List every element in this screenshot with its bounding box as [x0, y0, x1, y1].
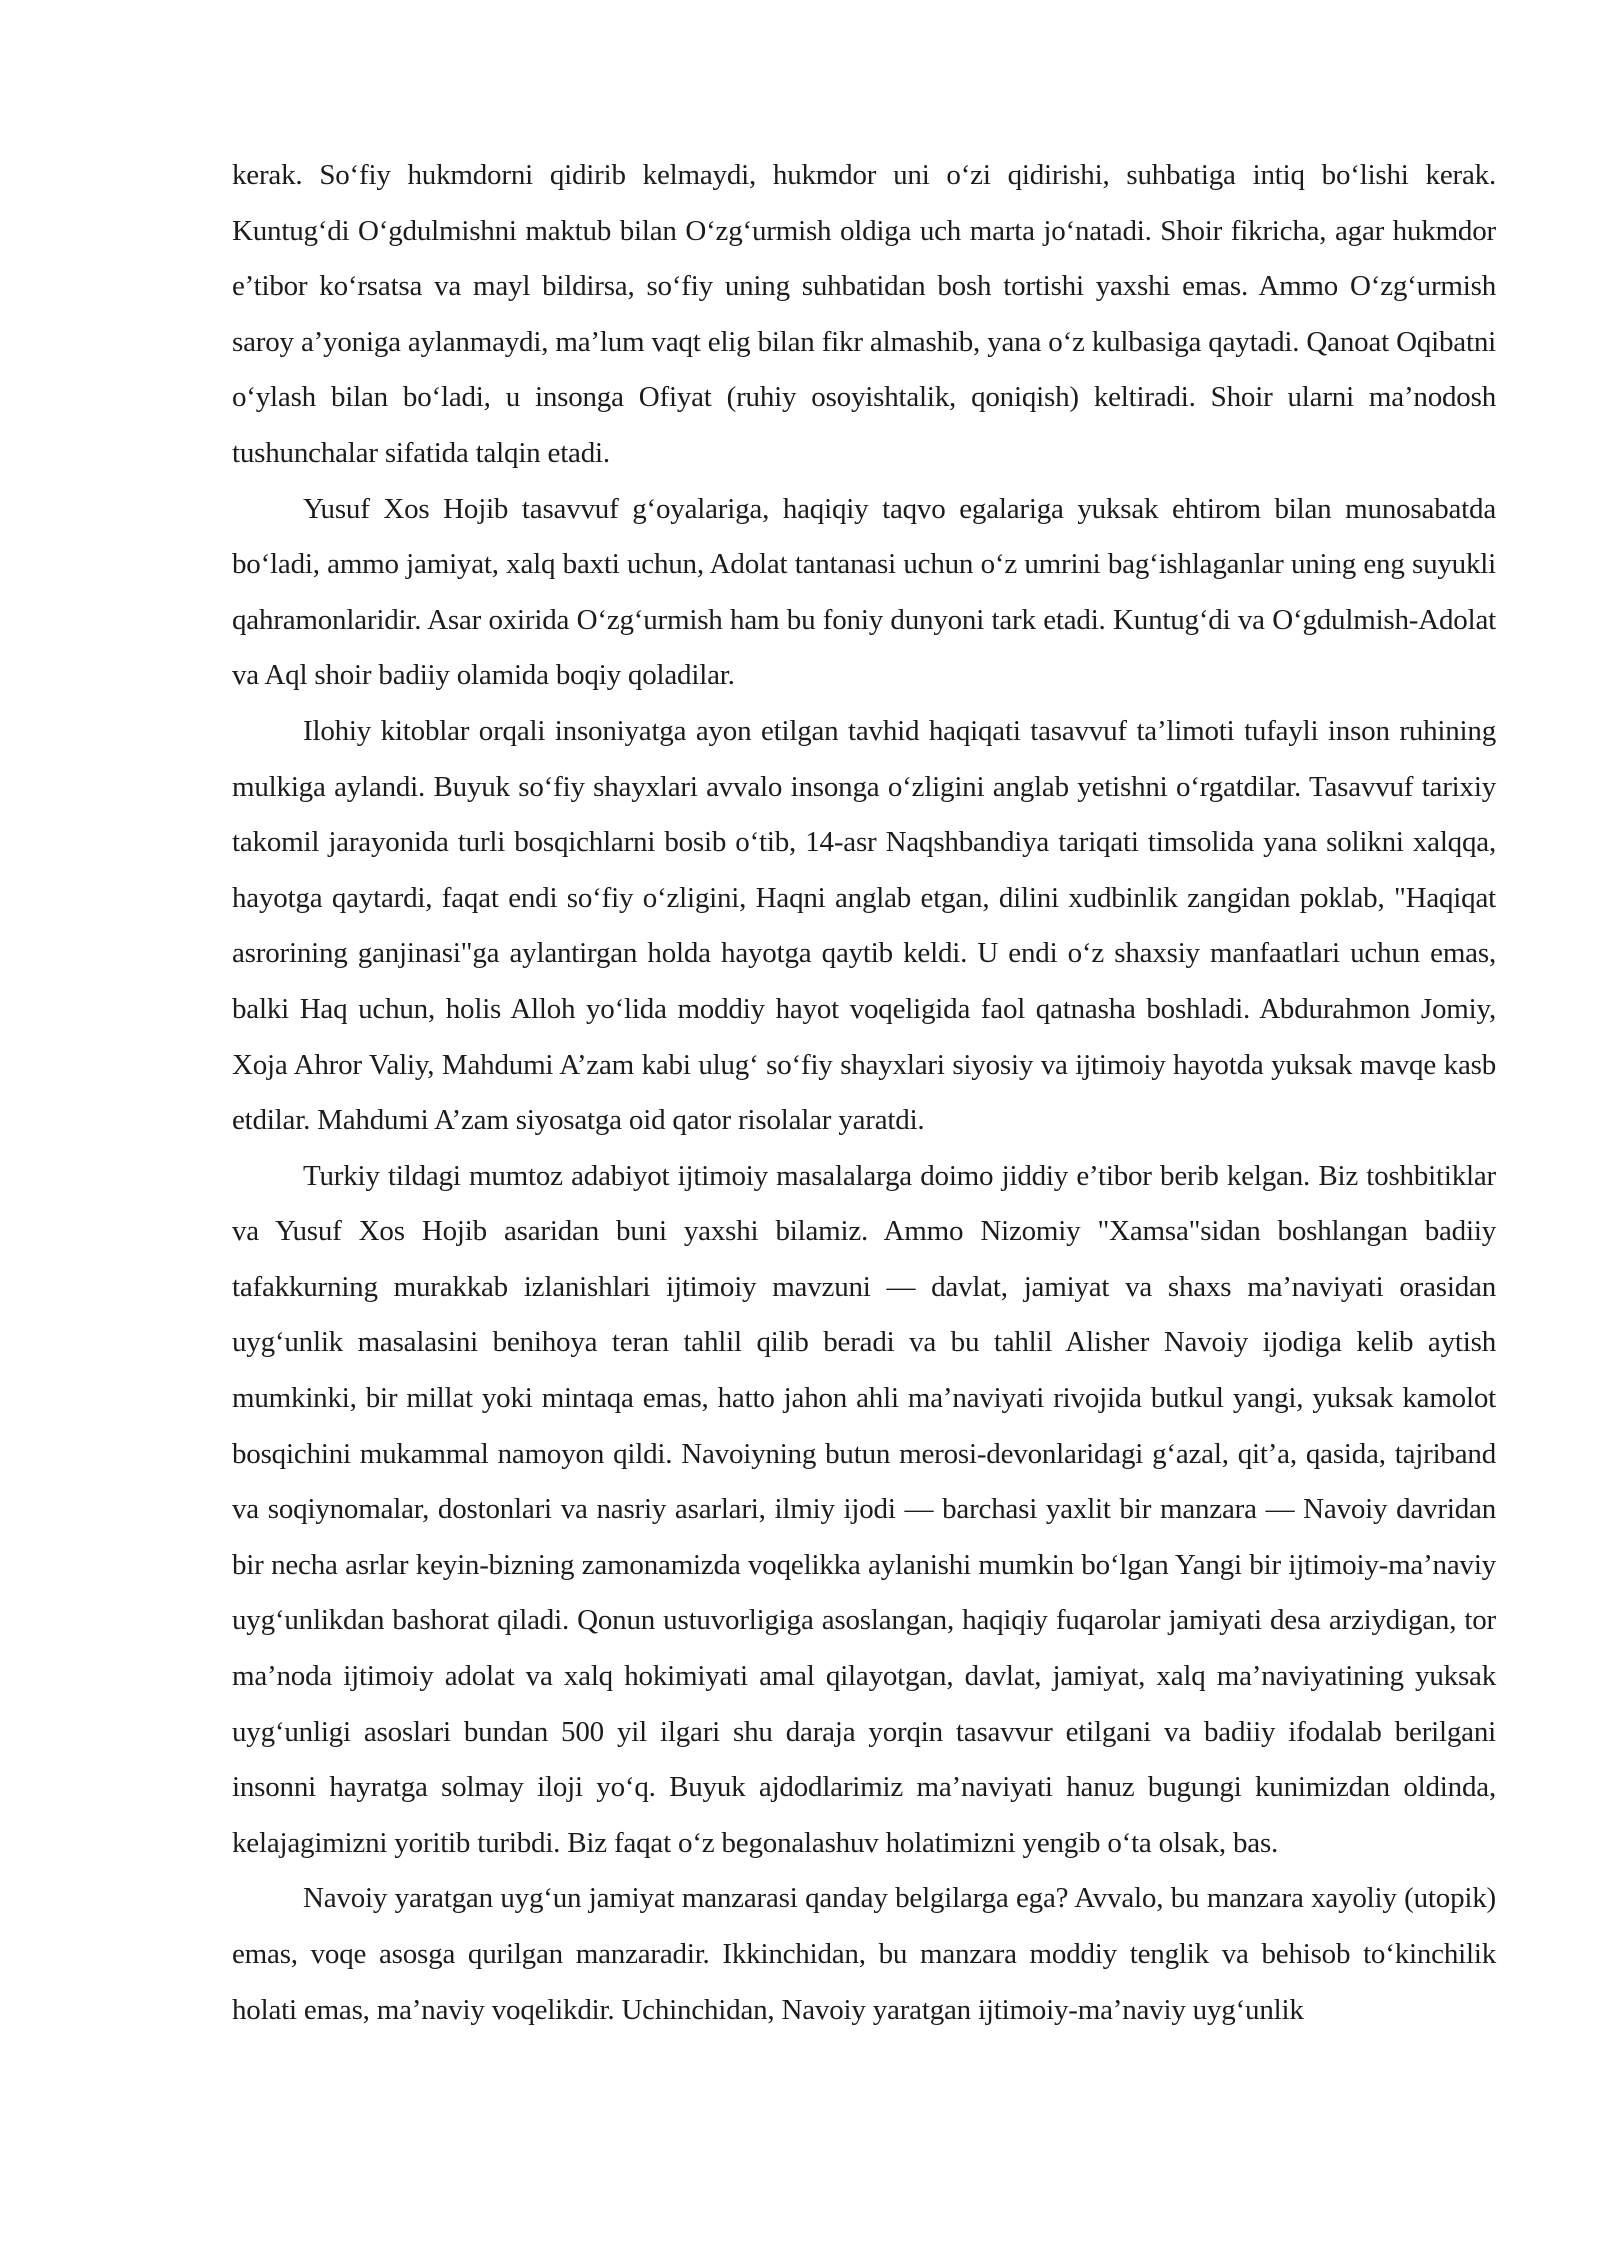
- paragraph-2: Yusuf Xos Hojib tasavvuf g‘oyalariga, haqiqiy taqvo egalariga yuksak ehtirom bilan munosabatda bo‘ladi, ammo jamiyat, xalq baxti uchun, Adolat tantanasi uchun o‘z umrini bag‘ishlaganlar uning eng suyukli qahramonlaridir. Asar oxirida O‘zg‘urmish ham bu foniy dunyoni tark etadi. Kuntug‘di va O‘gdulmish-Adolat va Aql shoir badiiy olamida boqiy qoladilar.: [232, 492, 1496, 692]
- document-page: [232, 148, 1496, 2038]
- paragraph-4: Turkiy tildagi mumtoz adabiyot ijtimoiy masalalarga doimo jiddiy e’tibor berib kelgan. Biz toshbitiklar va Yusuf Xos Hojib asaridan buni yaxshi bilamiz. Ammo Nizomiy "Xamsa"sidan boshlangan badiiy tafakkurning murakkab izlanishlari ijtimoiy mavzuni — davlat, jamiyat va shaxs ma’naviyati orasidan uyg‘unlik masalasini benihoya teran tahlil qilib beradi va bu tahlil Alisher Navoiy ijodiga kelib aytish mumkinki, bir millat yoki mintaqa emas, hatto jahon ahli ma’naviyati rivojida butkul yangi, yuksak kamolot bosqichini mukammal namoyon qildi. Navoiyning butun merosi-devonlaridagi g‘azal, qit’a, qasida, tajriband va soqiynomalar, dostonlari va nasriy asarlari, ilmiy ijodi — barchasi yaxlit bir manzara — Navoiy davridan bir necha asrlar keyin-bizning zamonamizda voqelikka aylanishi mumkin bo‘lgan Yangi bir ijtimoiy-ma’naviy uyg‘unlikdan bashorat qiladi. Qonun ustuvorligiga asoslangan, haqiqiy fuqarolar jamiyati desa arziydigan, tor ma’noda ijtimoiy adolat va xalq hokimiyati amal qilayotgan, davlat, jamiyat, xalq ma’naviyatining yuksak uyg‘unligi asoslari bundan 500 yil ilgari shu daraja yorqin tasavvur etilgani va badiiy ifodalab berilgani insonni hayratga solmay iloji yo‘q. Buyuk ajdodlarimiz ma’naviyati hanuz bugungi kunimizdan oldinda, kelajagimizni yoritib turibdi. Biz faqat o‘z begonalashuv holatimizni yengib o‘ta olsak, bas.: [232, 1159, 1496, 1859]
- paragraph-3: Ilohiy kitoblar orqali insoniyatga ayon etilgan tavhid haqiqati tasavvuf ta’limoti tufayli inson ruhining mulkiga aylandi. Buyuk so‘fiy shayxlari avvalo insonga o‘zligini anglab yetishni o‘rgatdilar. Tasavvuf tarixiy takomil jarayonida turli bosqichlarni bosib o‘tib, 14-asr Naqshbandiya tariqati timsolida yana solikni xalqqa, hayotga qaytardi, faqat endi so‘fiy o‘zligini, Haqni anglab etgan, dilini xudbinlik zangidan poklab, "Haqiqat asrorining ganjinasi"ga aylantirgan holda hayotga qaytib keldi. U endi o‘z shaxsiy manfaatlari uchun emas, balki Haq uchun, holis Alloh yo‘lida moddiy hayot voqeligida faol qatnasha boshladi. Abdurahmon Jomiy, Xoja Ahror Valiy, Mahdumi A’zam kabi ulug‘ so‘fiy shayxlari siyosiy va ijtimoiy hayotda yuksak mavqe kasb etdilar. Mahdumi A’zam siyosatga oid qator risolalar yaratdi.: [232, 714, 1496, 1137]
- paragraph-1: kerak. So‘fiy hukmdorni qidirib kelmaydi, hukmdor uni o‘zi qidirishi, suhbatiga intiq bo‘lishi kerak. Kuntug‘di O‘gdulmishni maktub bilan O‘zg‘urmish oldiga uch marta jo‘natadi. Shoir fikricha, agar hukmdor e’tibor ko‘rsatsa va mayl bildirsa, so‘fiy uning suhbatidan bosh tortishi yaxshi emas. Ammo O‘zg‘urmish saroy a’yoniga aylanmaydi, ma’lum vaqt elig bilan fikr almashib, yana o‘z kulbasiga qaytadi. Qanoat Oqibatni o‘ylash bilan bo‘ladi, u insonga Ofiyat (ruhiy osoyishtalik, qoniqish) keltiradi. Shoir ularni ma’nodosh tushunchalar sifatida talqin etadi.: [232, 159, 1496, 469]
- paragraph-5: Navoiy yaratgan uyg‘un jamiyat manzarasi qanday belgilarga ega? Avvalo, bu manzara xayoliy (utopik) emas, voqe asosga qurilgan manzaradir. Ikkinchidan, bu manzara moddiy tenglik va behisob to‘kinchilik holati emas, ma’naviy voqelikdir. Uchinchidan, Navoiy yaratgan ijtimoiy-ma’naviy uyg‘unlik: [232, 1882, 1496, 2026]
